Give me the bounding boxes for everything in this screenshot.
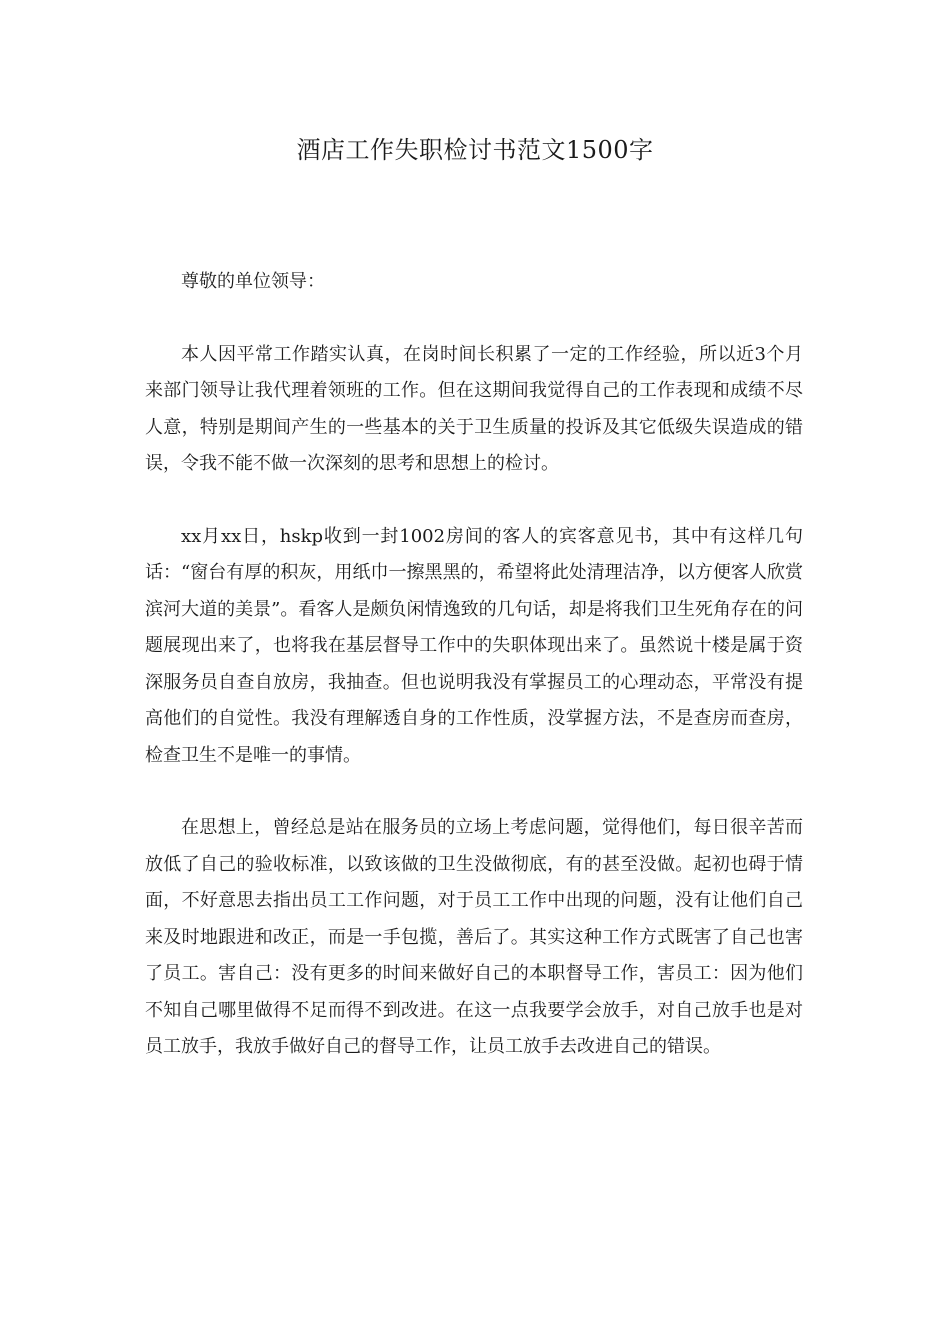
body-paragraph-2: xx月xx日，hskp收到一封1002房间的客人的宾客意见书，其中有这样几句话：“窗台有厚的积灰，用纸巾一擦黑黑的，希望将此处清理洁净，以方便客人欣赏滨河大道的美景”。看客人是颇负闲情逸致的几句话，却是将我们卫生死角存在的问题展现出来了，也将我在基层督导工作中的失职体现出来了。虽然说十楼是属于资深服务员自查自放房，我抽查。但也说明我没有掌握员工的心理动态，平常没有提高他们的自觉性。我没有理解透自身的工作性质，没掌握方法，不是查房而查房，检查卫生不是唯一的事情。 — [145, 525, 803, 766]
document-title: 酒店工作失职检讨书范文1500字 — [296, 136, 654, 164]
body-paragraph-1: 本人因平常工作踏实认真，在岗时间长积累了一定的工作经验，所以近3个月来部门领导让我代理着领班的工作。但在这期间我觉得自己的工作表现和成绩不尽人意，特别是期间产生的一些基本的关于卫生质量的投诉及其它低级失误造成的错误，令我不能不做一次深刻的思考和思想上的检讨。 — [145, 343, 803, 474]
salutation: 尊敬的单位领导： — [181, 271, 325, 292]
document-body — [145, 264, 803, 1102]
body-paragraph-3: 在思想上，曾经总是站在服务员的立场上考虑问题，觉得他们，每日很辛苦而放低了自己的验收标准，以致该做的卫生没做彻底，有的甚至没做。起初也碍于情面，不好意思去指出员工工作问题，对于员工工作中出现的问题，没有让他们自己来及时地跟进和改正，而是一手包揽，善后了。其实这种工作方式既害了自己也害了员工。害自己：没有更多的时间来做好自己的本职督导工作，害员工：因为他们不知自己哪里做得不足而得不到改进。在这一点我要学会放手，对自己放手也是对员工放手，我放手做好自己的督导工作，让员工放手去改进自己的错误。 — [145, 817, 803, 1057]
